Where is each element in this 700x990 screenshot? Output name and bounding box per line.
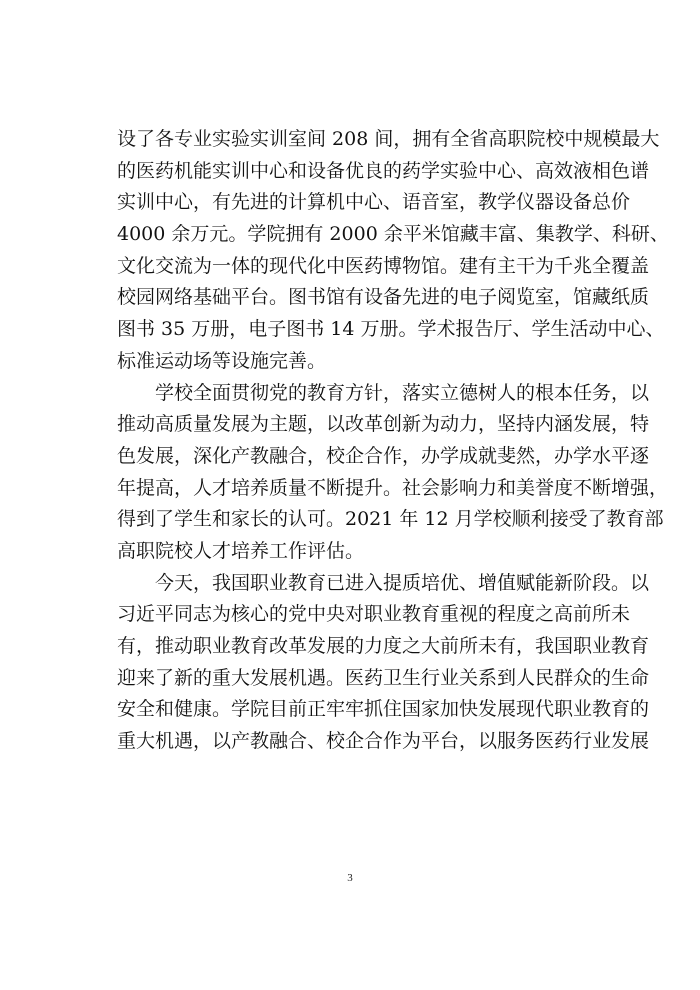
text-line: 年提高，人才培养质量不断提升。社会影响力和美誉度不断增强， bbox=[117, 476, 669, 499]
text-line: 学校全面贯彻党的教育方针，落实立德树人的根本任务，以 bbox=[155, 381, 650, 404]
text-line: 迎来了新的重大发展机遇。医药卫生行业关系到人民群众的生命 bbox=[117, 666, 650, 689]
text-line: 标准运动场等设施完善。 bbox=[117, 349, 327, 372]
text-line: 重大机遇，以产教融合、校企合作为平台，以服务医药行业发展 bbox=[117, 730, 650, 753]
text-line: 习近平同志为核心的党中央对职业教育重视的程度之高前所未 bbox=[117, 603, 631, 626]
text-line: 安全和健康。学院目前正牢牢抓住国家加快发展现代职业教育的 bbox=[117, 698, 650, 721]
text-line: 高职院校人才培养工作评估。 bbox=[117, 539, 365, 562]
text-line: 得到了学生和家长的认可。2021 年 12 月学校顺利接受了教育部 bbox=[117, 508, 664, 531]
text-line: 图书 35 万册，电子图书 14 万册。学术报告厅、学生活动中心、 bbox=[117, 318, 665, 341]
paragraph-2 bbox=[117, 378, 669, 568]
text-line: 推动高质量发展为主题，以改革创新为动力，坚持内涵发展，特 bbox=[117, 413, 650, 436]
body-text bbox=[117, 124, 669, 758]
text-line: 文化交流为一体的现代化中医药博物馆。建有主干为千兆全覆盖 bbox=[117, 254, 650, 277]
text-line: 色发展，深化产教融合，校企合作，办学成就斐然，办学水平逐 bbox=[117, 444, 650, 467]
text-line: 有，推动职业教育改革发展的力度之大前所未有，我国职业教育 bbox=[117, 635, 650, 657]
paragraph-3 bbox=[117, 568, 650, 758]
text-line: 今天，我国职业教育已进入提质培优、增值赋能新阶段。以 bbox=[155, 571, 650, 594]
text-line: 4000 余万元。学院拥有 2000 余平米馆藏丰富、集教学、科研、 bbox=[117, 223, 669, 246]
text-line: 的医药机能实训中心和设备优良的药学实验中心、高效液相色谱 bbox=[117, 159, 650, 182]
paragraph-1 bbox=[117, 124, 669, 378]
text-line: 设了各专业实验实训室间 208 间，拥有全省高职院校中规模最大 bbox=[117, 128, 660, 150]
page-number: 3 bbox=[347, 872, 353, 884]
text-line: 实训中心，有先进的计算机中心、语音室，教学仪器设备总价 bbox=[117, 191, 631, 214]
text-line: 校园网络基础平台。图书馆有设备先进的电子阅览室，馆藏纸质 bbox=[117, 286, 650, 309]
